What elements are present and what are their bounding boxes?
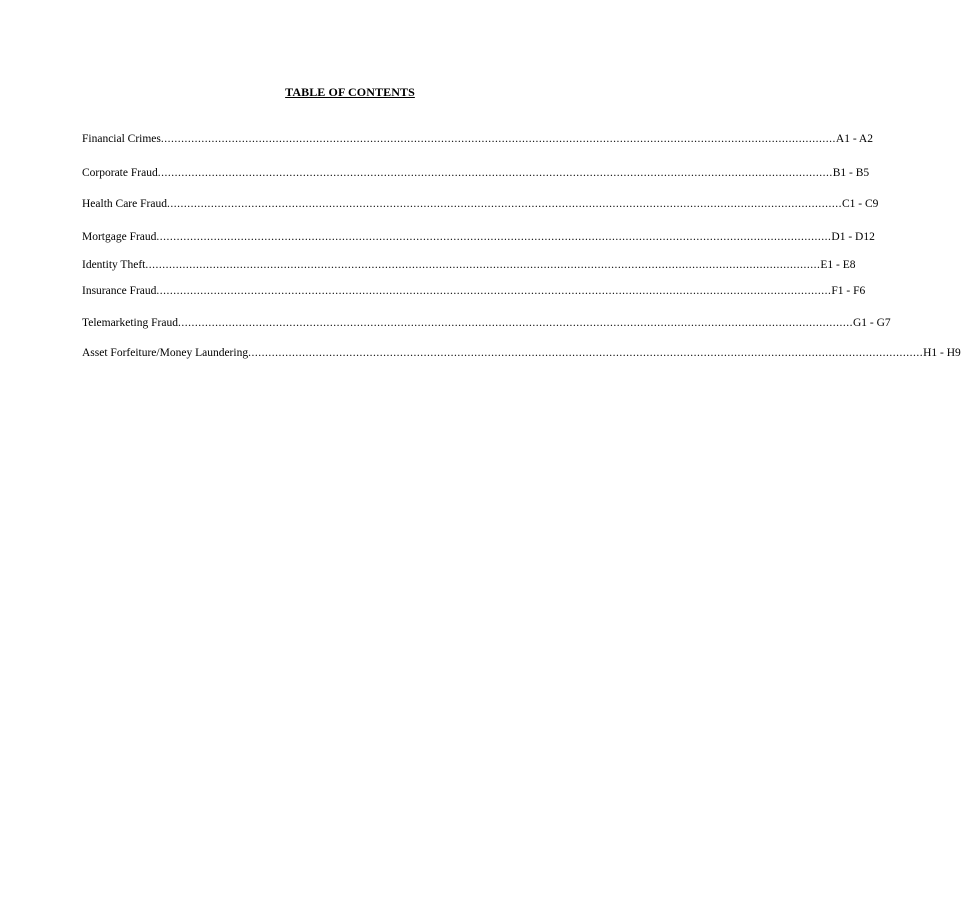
toc-entry-financial-crimes[interactable] — [82, 133, 873, 145]
page-title: TABLE OF CONTENTS — [285, 85, 415, 99]
toc-entry-pages: C1 - C9 — [841, 198, 879, 210]
toc-entry-pages: G1 - G7 — [852, 317, 891, 329]
toc-entry-label: Asset Forfeiture/Money Laundering — [82, 347, 249, 359]
dot-leader: ........................................................................................................................................................................................................ — [248, 347, 924, 359]
toc-entry-pages: F1 - F6 — [831, 285, 866, 297]
toc-entry-asset-forfeiture-money-laundering[interactable] — [82, 347, 961, 359]
toc-entry-pages: H1 - H9 — [923, 347, 961, 359]
dot-leader: ........................................................................................................................................................................................................ — [156, 285, 832, 297]
dot-leader: ........................................................................................................................................................................................................ — [157, 167, 833, 179]
toc-entry-pages: E1 - E8 — [820, 259, 856, 271]
toc-entry-telemarketing-fraud[interactable] — [82, 317, 891, 329]
toc-entry-label: Corporate Fraud — [82, 167, 158, 179]
toc-entry-label: Telemarketing Fraud — [82, 317, 178, 329]
dot-leader: ........................................................................................................................................................................................................ — [160, 133, 836, 145]
dot-leader: ........................................................................................................................................................................................................ — [156, 231, 832, 243]
toc-entry-insurance-fraud[interactable] — [82, 285, 866, 297]
dot-leader: ........................................................................................................................................................................................................ — [145, 259, 821, 271]
toc-entry-mortgage-fraud[interactable] — [82, 231, 875, 243]
dot-leader: ........................................................................................................................................................................................................ — [166, 198, 842, 210]
toc-entry-label: Financial Crimes — [82, 133, 161, 145]
toc-entry-corporate-fraud[interactable] — [82, 167, 870, 179]
dot-leader: ........................................................................................................................................................................................................ — [177, 317, 853, 329]
toc-entry-pages: A1 - A2 — [835, 133, 873, 145]
toc-entry-pages: B1 - B5 — [832, 167, 870, 179]
toc-entry-pages: D1 - D12 — [831, 231, 875, 243]
toc-entry-label: Insurance Fraud — [82, 285, 157, 297]
toc-entry-label: Health Care Fraud — [82, 198, 167, 210]
toc-entry-health-care-fraud[interactable] — [82, 198, 879, 210]
toc-entry-label: Mortgage Fraud — [82, 231, 157, 243]
toc-entry-label: Identity Theft — [82, 259, 146, 271]
toc-entry-identity-theft[interactable] — [82, 259, 856, 271]
